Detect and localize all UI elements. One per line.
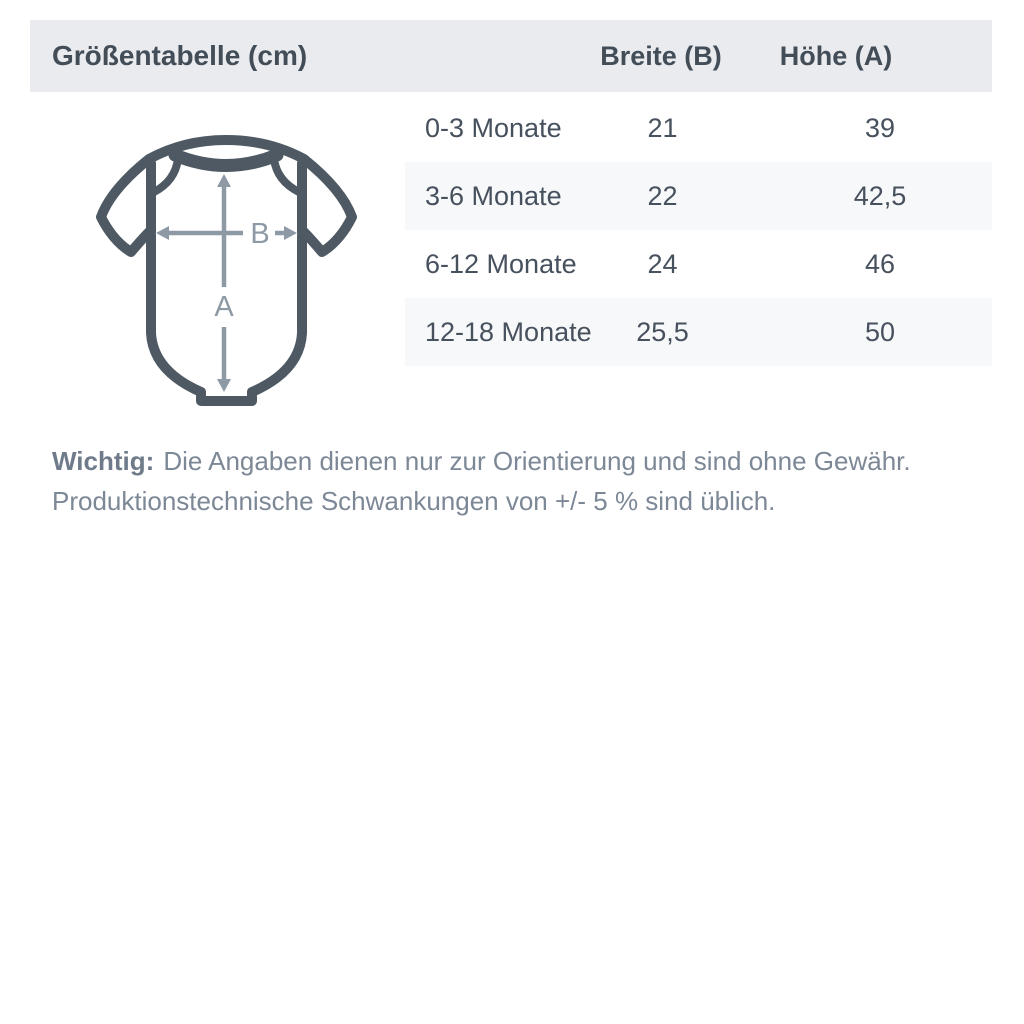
cell-breite-value: 21 — [647, 113, 678, 143]
table-row — [405, 298, 992, 366]
header-bar — [30, 20, 992, 92]
page-title: Größentabelle (cm) — [52, 40, 308, 71]
table-row — [405, 162, 992, 230]
cell-breite-value: 24 — [647, 249, 678, 279]
cell-breite-value: 25,5 — [636, 317, 689, 347]
cell-size-label: 6-12 Monate — [425, 249, 577, 279]
table-row — [405, 94, 992, 162]
cell-hoehe-value: 46 — [864, 249, 896, 279]
size-table — [405, 94, 992, 366]
width-label: B — [250, 218, 270, 250]
cell-hoehe-value: 39 — [864, 113, 896, 143]
important-note — [52, 441, 982, 521]
cell-size-label: 12-18 Monate — [425, 317, 592, 347]
cell-size-label: 3-6 Monate — [425, 181, 562, 211]
note-text-1: Die Angaben dienen nur zur Orientierung und sind ohne Gewähr. — [163, 446, 911, 476]
column-header-hoehe: Höhe (A) — [779, 41, 893, 71]
note-line-2: Produktionstechnische Schwankungen von +/- 5 % sind üblich. — [52, 486, 776, 516]
cell-size-label: 0-3 Monate — [425, 113, 562, 143]
baby-bodysuit-diagram — [85, 135, 375, 415]
column-header-breite: Breite (B) — [600, 41, 722, 71]
height-label: A — [214, 291, 234, 323]
note-label: Wichtig: — [52, 446, 155, 476]
cell-breite-value: 22 — [647, 181, 678, 211]
cell-hoehe-value: 42,5 — [853, 181, 907, 211]
table-row — [405, 230, 992, 298]
cell-hoehe-value: 50 — [864, 317, 896, 347]
note-line-1 — [52, 441, 982, 481]
